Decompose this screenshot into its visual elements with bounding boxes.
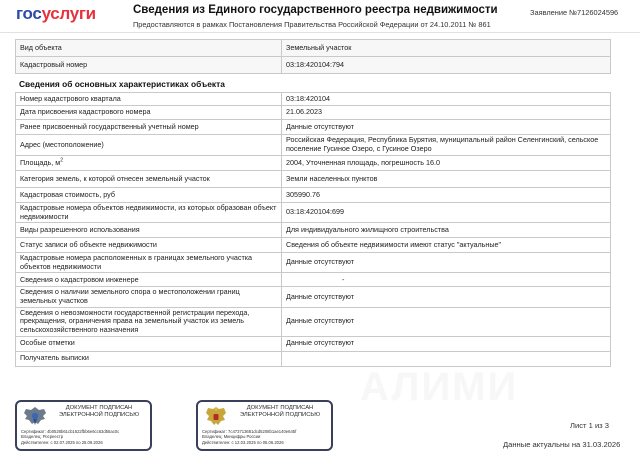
table-row bbox=[16, 203, 611, 223]
stamp-owner: Владелец: Росреестр bbox=[21, 434, 64, 440]
row-value: 305990.76 bbox=[282, 188, 611, 203]
row-value: 21.06.2023 bbox=[282, 106, 611, 120]
object-identity-table bbox=[15, 39, 611, 74]
table-row bbox=[16, 120, 611, 135]
table-row bbox=[16, 135, 611, 156]
row-key: Сведения о невозможности государственной регистрации перехода, прекращения, ограничения права на земельный участок из земель сельскохозяйственного назначения bbox=[16, 307, 282, 336]
document-subtitle: Предоставляются в рамках Постановления Правительства Российской Федерации от 24.10.2011 № 861 bbox=[133, 20, 491, 29]
table-row bbox=[16, 307, 611, 336]
coat-of-arms-icon bbox=[203, 405, 229, 427]
row-value: Земли населенных пунктов bbox=[282, 171, 611, 188]
stamp-title: ДОКУМЕНТ ПОДПИСАН ЭЛЕКТРОННОЙ ПОДПИСЬЮ bbox=[239, 405, 321, 418]
row-value: Данные отсутствуют bbox=[282, 287, 611, 307]
table-row bbox=[16, 351, 611, 366]
table-row bbox=[16, 238, 611, 253]
row-key: Виды разрешенного использования bbox=[16, 223, 282, 238]
row-value: 03:18:420104:794 bbox=[282, 57, 611, 74]
table-row bbox=[16, 188, 611, 203]
signature-stamp-rosreestr bbox=[15, 400, 152, 451]
row-key: Сведения о кадастровом инженере bbox=[16, 273, 282, 287]
stamp-valid: Действителен: с 02.07.2025 по 25.09.2026 bbox=[21, 439, 103, 445]
row-value: Данные отсутствуют bbox=[282, 307, 611, 336]
document-header bbox=[0, 0, 640, 33]
table-row bbox=[16, 40, 611, 57]
row-key: Кадастровые номера объектов недвижимости, из которых образован объект недвижимости bbox=[16, 203, 282, 223]
table-row bbox=[16, 156, 611, 171]
table-row bbox=[16, 171, 611, 188]
row-value: 03:18:420104:699 bbox=[282, 203, 611, 223]
row-key: Кадастровая стоимость, руб bbox=[16, 188, 282, 203]
stamp-valid: Действителен: с 12.03.2025 по 05.06.2026 bbox=[202, 439, 284, 445]
row-value: Земельный участок bbox=[282, 40, 611, 57]
section-title: Сведения об основных характеристиках объекта bbox=[19, 79, 225, 89]
stamp-details bbox=[21, 429, 119, 445]
row-value: 2004, Уточненная площадь, погрешность 16.0 bbox=[282, 156, 611, 171]
application-number: Заявление №7126024596 bbox=[530, 8, 619, 17]
row-value: 03:18:420104 bbox=[282, 93, 611, 106]
row-key: Сведения о наличии земельного спора о местоположении границ земельных участков bbox=[16, 287, 282, 307]
row-value bbox=[282, 351, 611, 366]
row-value: - bbox=[282, 273, 611, 287]
gosuslugi-logo: госуслуги bbox=[16, 4, 96, 23]
page-number: Лист 1 из 3 bbox=[570, 421, 609, 430]
row-value: Данные отсутствуют bbox=[282, 120, 611, 135]
signature-stamp-mintsifry bbox=[196, 400, 333, 451]
table-row bbox=[16, 106, 611, 120]
stamp-certificate: Сертификат: 4b0528b61cb1622fbb6e6cc63d55ac0c bbox=[21, 429, 120, 434]
stamp-title: ДОКУМЕНТ ПОДПИСАН ЭЛЕКТРОННОЙ ПОДПИСЬЮ bbox=[58, 405, 140, 418]
table-row bbox=[16, 336, 611, 351]
table-row bbox=[16, 253, 611, 273]
rosreestr-emblem-icon bbox=[22, 405, 48, 427]
row-value: Данные отсутствуют bbox=[282, 253, 611, 273]
row-key: Площадь, $м^2$ bbox=[16, 156, 282, 171]
table-row bbox=[16, 223, 611, 238]
row-key: Кадастровый номер bbox=[16, 57, 282, 74]
stamp-details bbox=[202, 429, 296, 445]
characteristics-table bbox=[15, 92, 611, 367]
row-value: Для индивидуального жилищного строительства bbox=[282, 223, 611, 238]
stamp-owner: Владелец: Минцифры России bbox=[202, 434, 261, 440]
row-key: Получатель выписки bbox=[16, 351, 282, 366]
row-key: Вид объекта bbox=[16, 40, 282, 57]
table-row bbox=[16, 273, 611, 287]
row-key: Кадастровые номера расположенных в границах земельного участка объектов недвижимости bbox=[16, 253, 282, 273]
row-key: Адрес (местоположение) bbox=[16, 135, 282, 156]
data-actual-date: Данные актуальны на 31.03.2026 bbox=[503, 440, 621, 449]
document-title: Сведения из Единого государственного реестра недвижимости bbox=[133, 4, 498, 16]
row-value: Данные отсутствуют bbox=[282, 336, 611, 351]
row-value: Сведения об объекте недвижимости имеют статус "актуальные" bbox=[282, 238, 611, 253]
row-key: Особые отметки bbox=[16, 336, 282, 351]
table-row bbox=[16, 93, 611, 106]
table-row bbox=[16, 287, 611, 307]
row-key: Ранее присвоенный государственный учетный номер bbox=[16, 120, 282, 135]
row-key: Дата присвоения кадастрового номера bbox=[16, 106, 282, 120]
watermark: АЛИМИ bbox=[360, 365, 519, 409]
stamp-certificate: Сертификат: 7c473713681dcd5208b1ae140e645f bbox=[202, 429, 297, 434]
row-key: Категория земель, к которой отнесен земельный участок bbox=[16, 171, 282, 188]
row-key: Номер кадастрового квартала bbox=[16, 93, 282, 106]
row-value: Российская Федерация, Республика Бурятия, муниципальный район Селенгинский, сельское поселение Гусиное Озеро, с Гусиное Озеро bbox=[282, 135, 611, 156]
row-key: Статус записи об объекте недвижимости bbox=[16, 238, 282, 253]
table-row bbox=[16, 57, 611, 74]
